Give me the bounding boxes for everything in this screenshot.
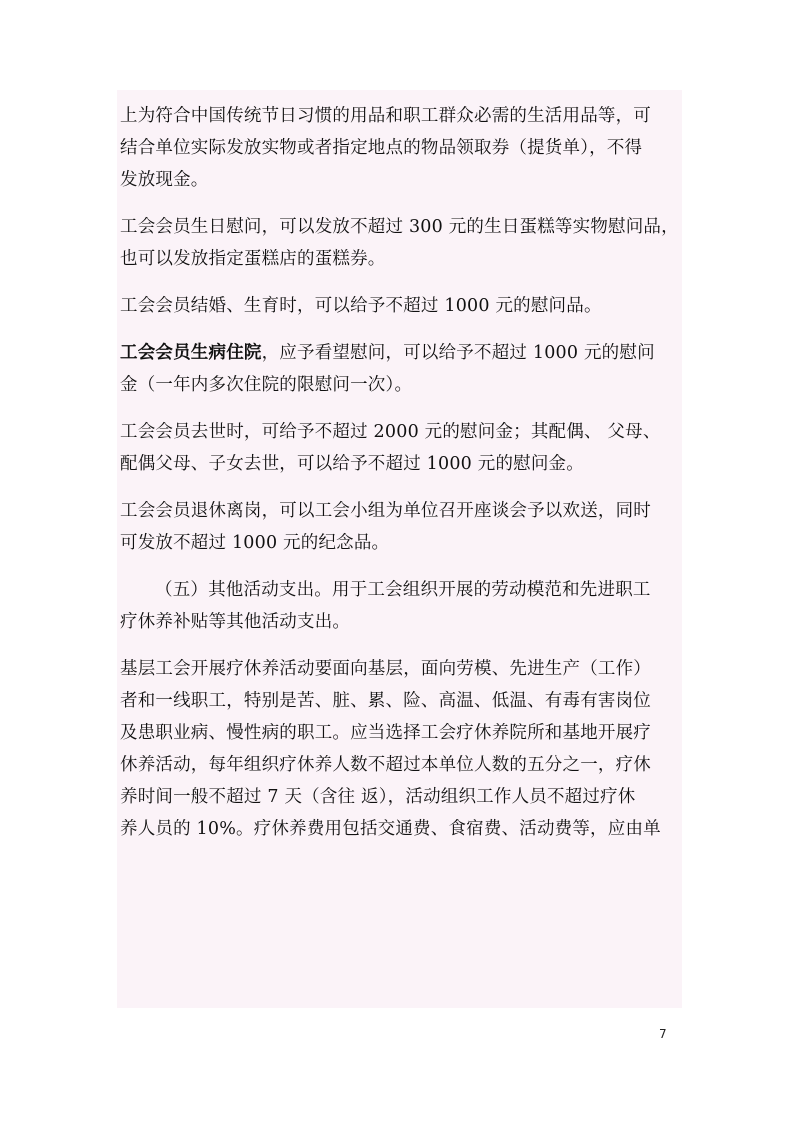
text-line xyxy=(120,337,682,369)
text-line: 休养活动，每年组织疗休养人数不超过本单位人数的五分之一，疗休 xyxy=(120,755,651,775)
paragraph xyxy=(120,100,682,196)
text-line: 配偶父母、子女去世，可以给予不超过 1000 元的慰问金。 xyxy=(120,454,584,474)
document-body xyxy=(120,100,682,845)
paragraph xyxy=(120,290,682,322)
text-line: 者和一线职工，特别是苦、脏、累、险、高温、低温、有毒有害岗位 xyxy=(120,691,651,711)
text-line: 及患职业病、慢性病的职工。应当选择工会疗休养院所和基地开展疗 xyxy=(120,723,651,743)
text-line: 结合单位实际发放实物或者指定地点的物品领取券（提货单），不得 xyxy=(120,138,643,158)
bold-lead-text: 工会会员生病住院 xyxy=(120,343,262,363)
text-line: 可发放不超过 1000 元的纪念品。 xyxy=(120,533,390,553)
text-line: 工会会员结婚、生育时，可以给予不超过 1000 元的慰问品。 xyxy=(120,296,602,316)
paragraph xyxy=(120,211,682,275)
text-line: （五）其他活动支出。用于工会组织开展的劳动模范和先进职工 xyxy=(155,580,651,600)
text-line: 工会会员生日慰问，可以发放不超过 300 元的生日蛋糕等实物慰问品， xyxy=(120,217,679,237)
text-line: 养人员的 10%。疗休养费用包括交通费、食宿费、活动费等，应由单 xyxy=(120,819,661,839)
paragraph xyxy=(120,653,682,845)
paragraph xyxy=(120,416,682,480)
text-line: 金（一年内多次住院的限慰问一次）。 xyxy=(120,375,413,395)
text-line: 基层工会开展疗休养活动要面向基层，面向劳模、先进生产（工作） xyxy=(120,659,651,679)
line-continuation: ，应予看望慰问，可以给予不超过 1000 元的慰问 xyxy=(261,343,655,363)
paragraph xyxy=(120,495,682,559)
paragraph xyxy=(120,337,682,401)
text-line: 工会会员去世时，可给予不超过 2000 元的慰问金；其配偶、 父母、 xyxy=(120,422,661,442)
text-line: 发放现金。 xyxy=(120,170,209,190)
text-line: 工会会员退休离岗，可以工会小组为单位召开座谈会予以欢送，同时 xyxy=(120,501,651,521)
text-line: 也可以发放指定蛋糕店的蛋糕券。 xyxy=(120,249,386,269)
text-line: 疗休养补贴等其他活动支出。 xyxy=(120,612,351,632)
text-line: 上为符合中国传统节日习惯的用品和职工群众必需的生活用品等，可 xyxy=(120,106,651,126)
text-line: 养时间一般不超过 7 天（含往 返），活动组织工作人员不超过疗休 xyxy=(120,787,636,807)
paragraph xyxy=(120,574,682,638)
page-number: 7 xyxy=(659,1027,667,1041)
